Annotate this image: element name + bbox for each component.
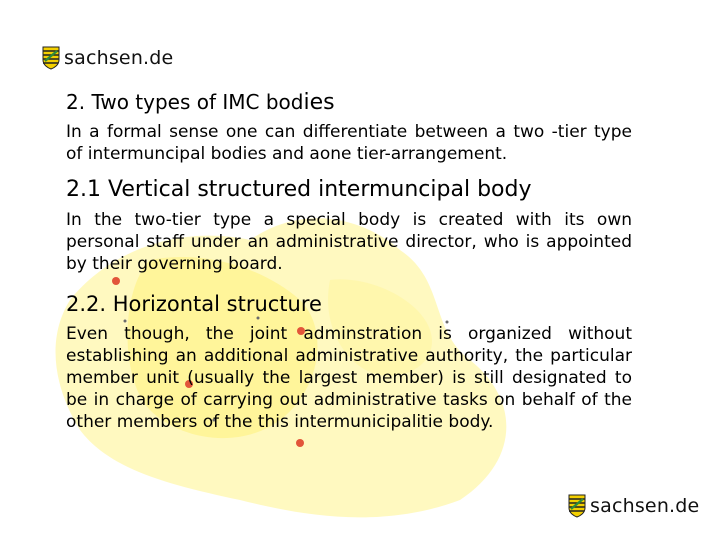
slide-title-suffix: ies [303,90,335,115]
section-heading-2-2: 2.2. Horizontal structure [66,292,322,316]
slide-content [66,88,632,433]
intro-paragraph: In a formal sense one can differentiate between a two -tier type of intermuncipal bodies and aone tier-arrangement. [66,122,632,164]
slide-title-main: 2. Two types of IMC bod [66,90,304,114]
brand-logo-footer [568,494,699,518]
saxony-crest-icon [42,46,60,70]
section-2-1-paragraph: In the two-tier type a special body is created with its own personal staff under an administrative director, who is appointed by their governing board. [66,210,632,274]
slide-title [66,88,632,117]
section-heading-2-1: 2.1 Vertical structured intermuncipal body [66,177,532,202]
saxony-crest-icon [568,494,586,518]
map-dot [296,439,304,447]
brand-logo [42,46,173,70]
section-2-2-paragraph: Even though, the joint adminstration is organized without establishing an additional administrative authority, the particular member unit (usually the largest member) is still designated to be in charge of carrying out administrative tasks on behalf of the other members of the this intermunicipalitie body. [66,324,632,432]
brand-logo-text: sachsen.de [590,495,700,517]
brand-logo-text: sachsen.de [64,47,174,69]
